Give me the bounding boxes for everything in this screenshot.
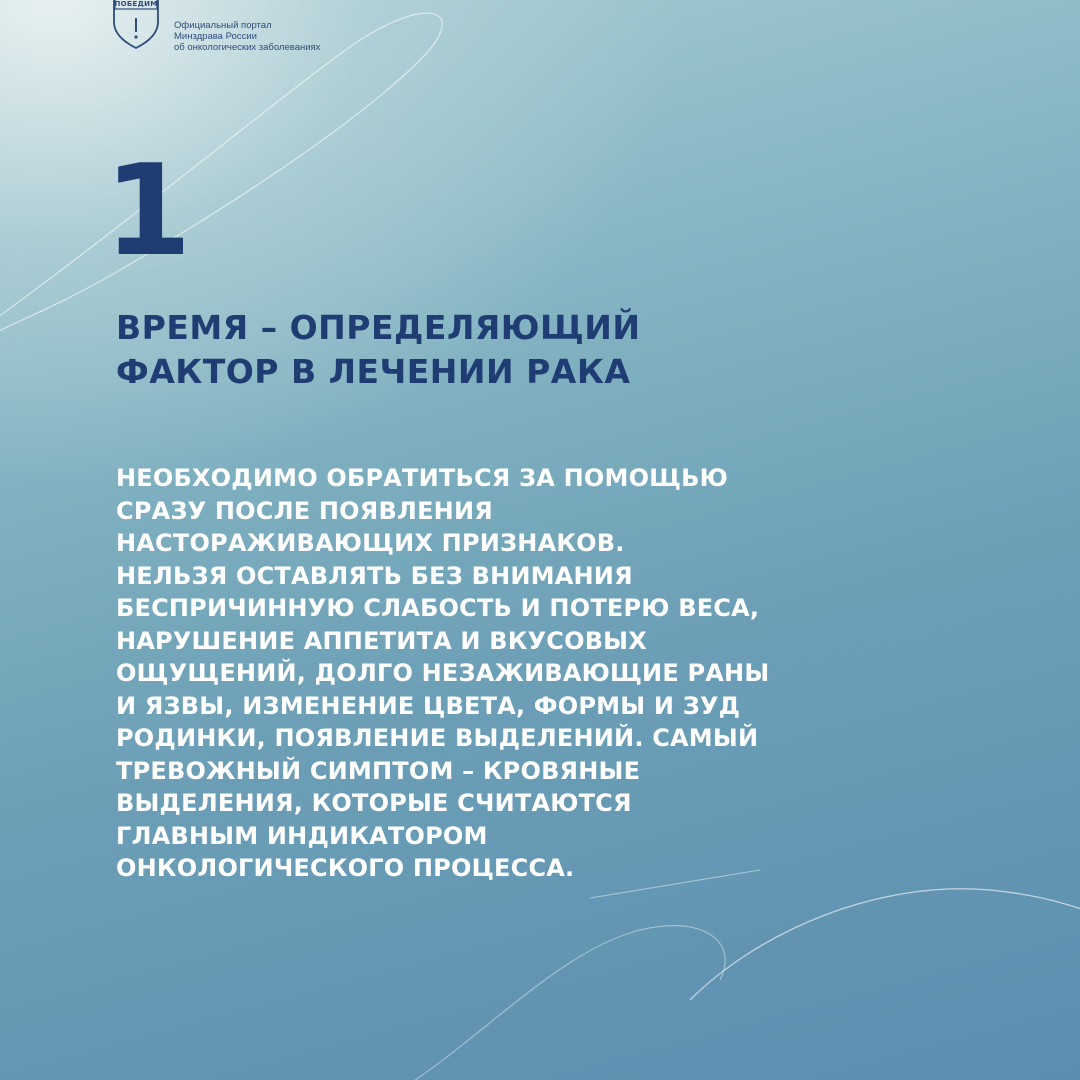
slide-number: 1 [104, 137, 192, 284]
body-line: НЕЛЬЗЯ ОСТАВЛЯТЬ БЕЗ ВНИМАНИЯ [116, 561, 633, 590]
body-line: И ЯЗВЫ, ИЗМЕНЕНИЕ ЦВЕТА, ФОРМЫ И ЗУД [116, 691, 741, 720]
body-line: НАСТОРАЖИВАЮЩИХ ПРИЗНАКОВ. [116, 529, 625, 557]
logo-wordmark: ПОБЕДИМ [114, 0, 158, 8]
portal-logo[interactable] [108, 0, 320, 53]
body-line: НЕОБХОДИМО ОБРАТИТЬСЯ ЗА ПОМОЩЬЮ [116, 464, 729, 492]
logo-caption-line: об онкологических заболеваниях [174, 42, 321, 53]
slide-heading [116, 306, 976, 394]
body-line: ВЫДЕЛЕНИЯ, КОТОРЫЕ СЧИТАЮТСЯ [116, 789, 632, 817]
body-line: БЕСПРИЧИННУЮ СЛАБОСТЬ И ПОТЕРЮ ВЕСА, [116, 594, 760, 622]
body-line: ОНКОЛОГИЧЕСКОГО ПРОЦЕССА. [116, 854, 575, 882]
body-line: ГЛАВНЫМ ИНДИКАТОРОМ [116, 821, 488, 850]
heading-line: ФАКТОР В ЛЕЧЕНИИ РАКА [116, 352, 631, 391]
logo-caption-line: Официальный портал [174, 20, 272, 31]
logo-caption-line: Минздрава России [174, 31, 257, 42]
body-line: ОЩУЩЕНИЙ, ДОЛГО НЕЗАЖИВАЮЩИЕ РАНЫ [116, 659, 770, 687]
body-line: НАРУШЕНИЕ АППЕТИТА И ВКУСОВЫХ [116, 626, 647, 655]
body-line: РОДИНКИ, ПОЯВЛЕНИЕ ВЫДЕЛЕНИЙ. САМЫЙ [116, 724, 759, 752]
body-line: ТРЕВОЖНЫЙ СИМПТОМ – КРОВЯНЫЕ [116, 756, 641, 785]
logo-caption [174, 20, 320, 53]
body-line: СРАЗУ ПОСЛЕ ПОЯВЛЕНИЯ [116, 496, 493, 525]
slide-body-text [116, 462, 1016, 885]
heading-line: ВРЕМЯ – ОПРЕДЕЛЯЮЩИЙ [116, 308, 641, 347]
